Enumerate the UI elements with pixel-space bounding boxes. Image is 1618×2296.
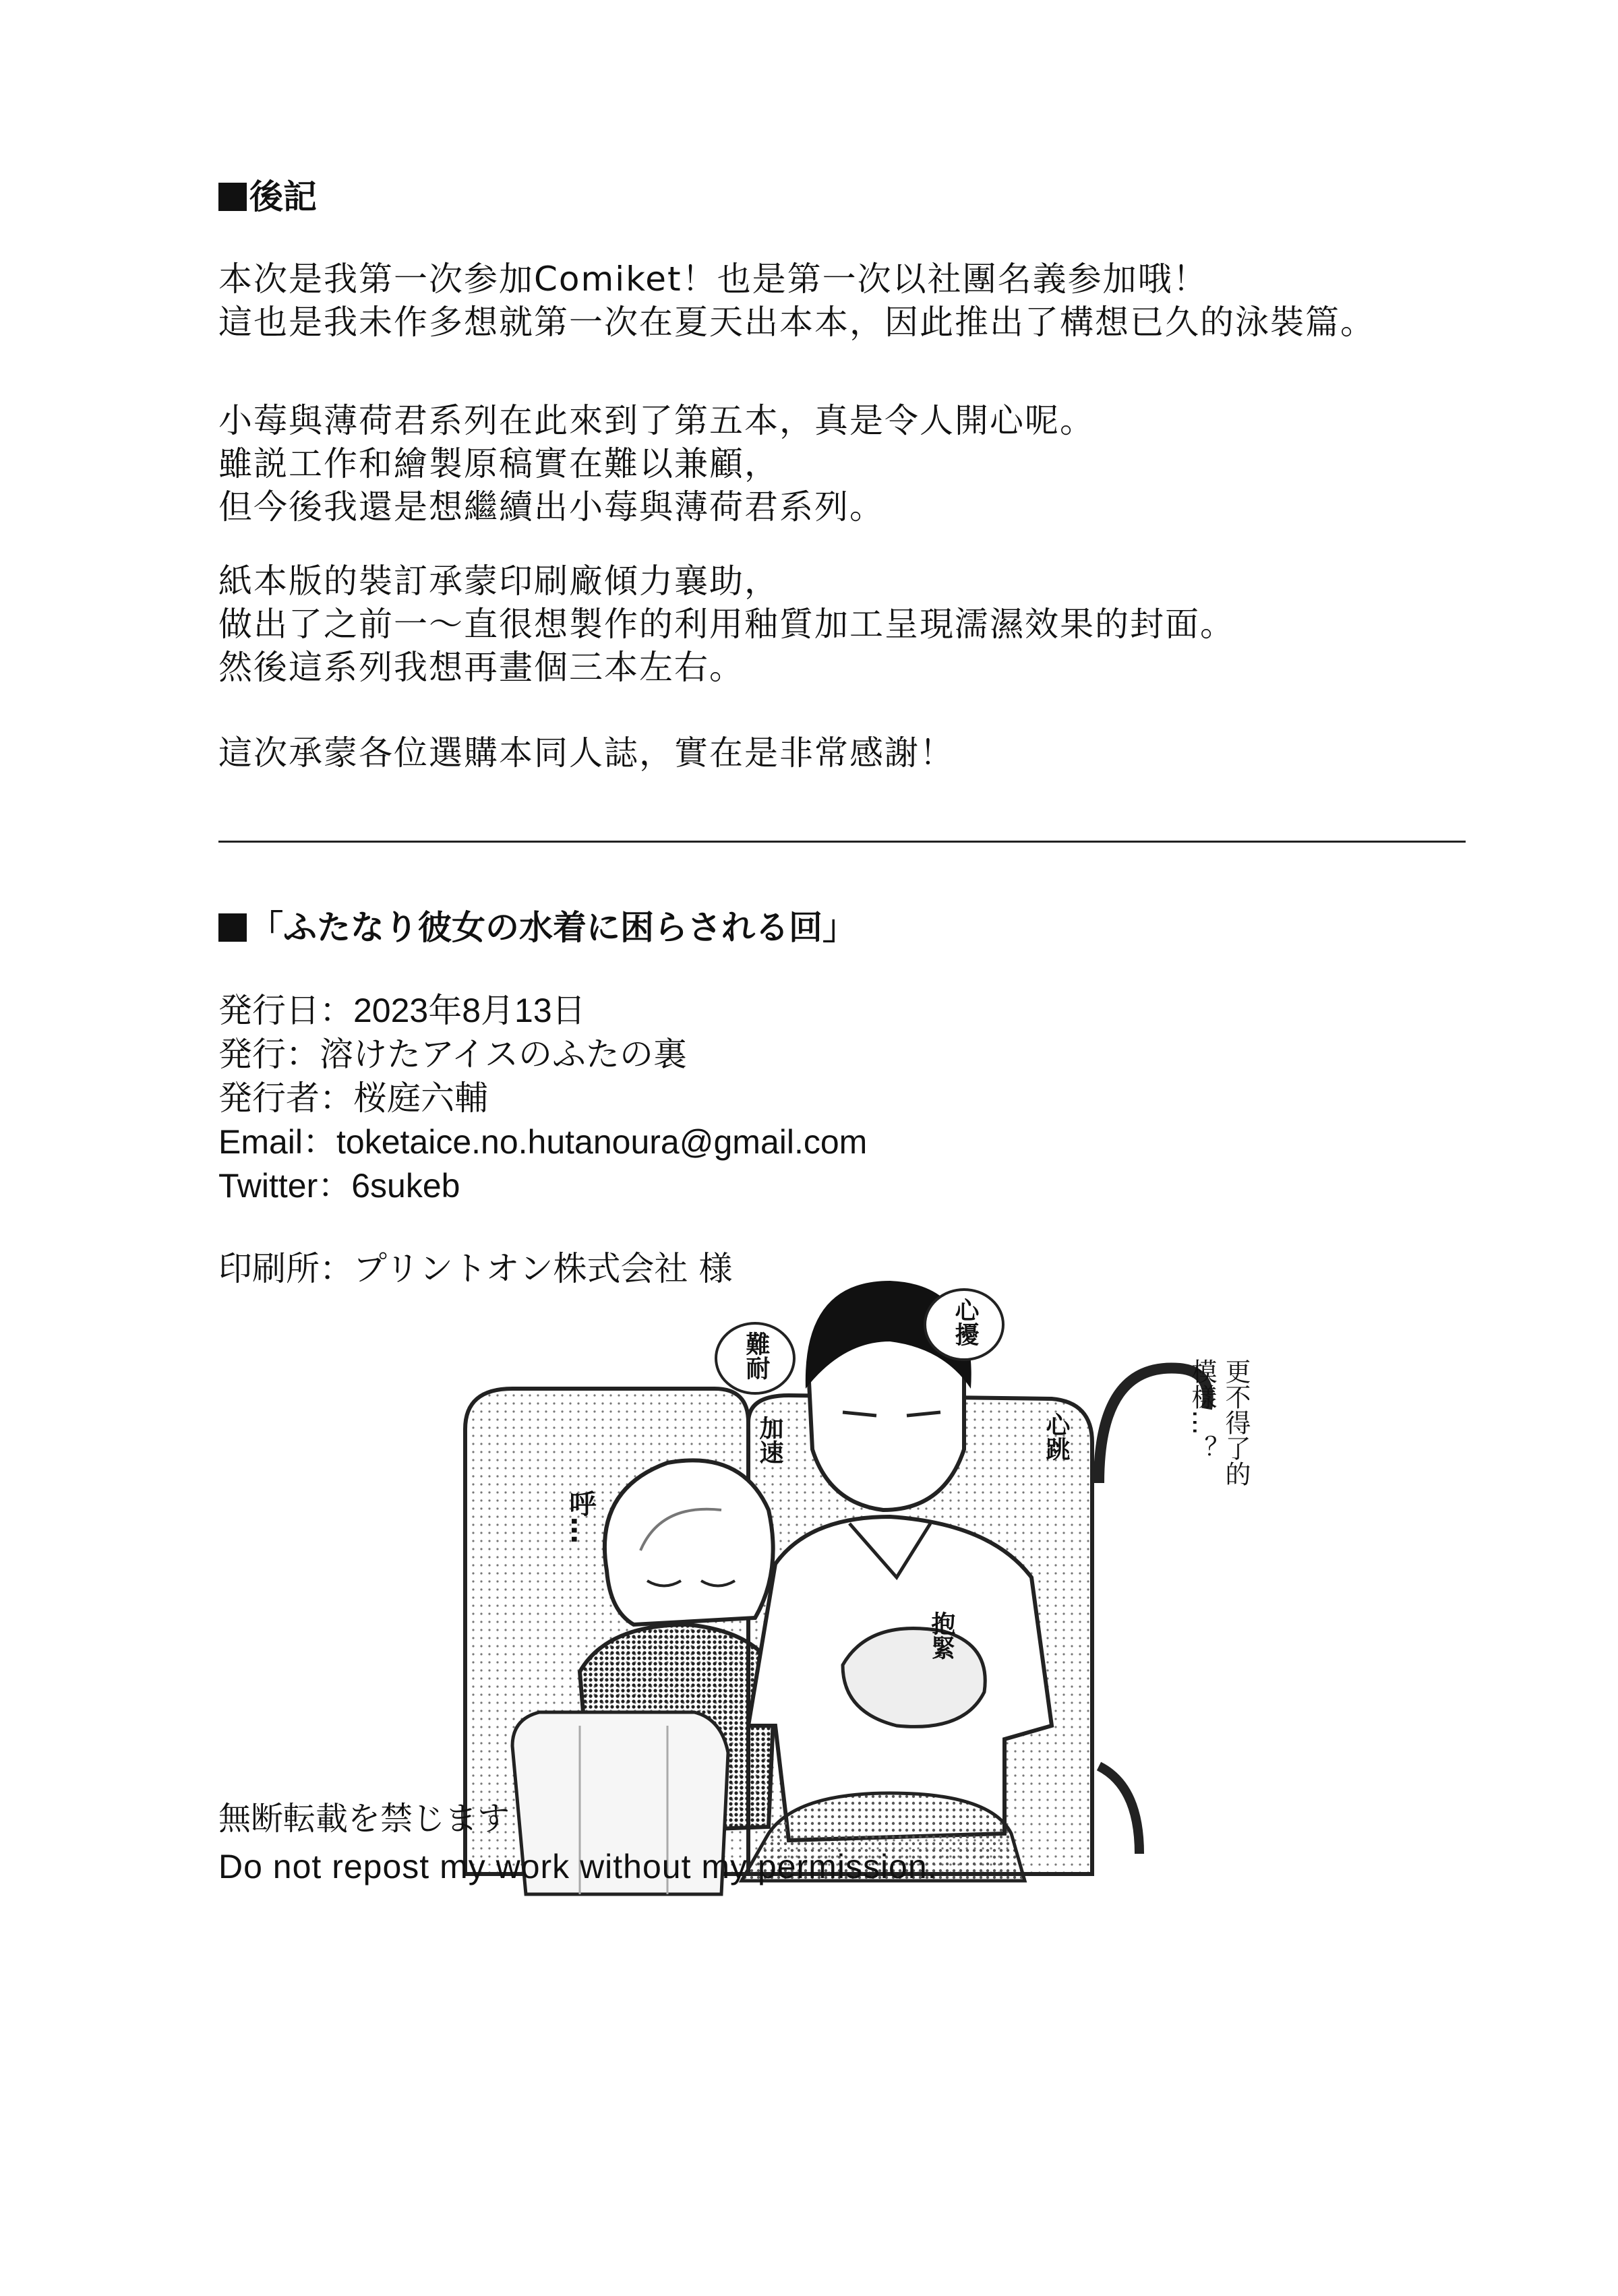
text-line: 雖説工作和繪製原稿實在難以兼顧， xyxy=(218,444,779,483)
sfx-fu: 呼… xyxy=(565,1490,596,1544)
side-text-col1: 更不得了的 xyxy=(1221,1358,1251,1486)
afterword-heading-text: 後記 xyxy=(249,177,317,216)
twitter: Twitter：6sukeb xyxy=(218,1167,460,1205)
sfx-nanjan: 難耐 xyxy=(742,1331,770,1380)
text-line: 但今後我還是想繼續出小莓與薄荷君系列。 xyxy=(218,487,885,526)
colophon-title-text: 「ふたなり彼女の水着に困らされる回」 xyxy=(249,908,856,947)
sfx-shinzou: 心跳 xyxy=(1042,1412,1070,1461)
text-line: 本次是我第一次参加Comiket！也是第一次以社團名義参加哦！ xyxy=(218,260,1208,299)
text-line: 這也是我未作多想就第一次在夏天出本本，因此推出了構想已久的泳裝篇。 xyxy=(218,303,1375,342)
text-line: 做出了之前一～直很想製作的利用釉質加工呈現濡濕效果的封面。 xyxy=(218,605,1235,644)
author: 発行者：桜庭六輔 xyxy=(218,1079,488,1117)
printer-line: 印刷所：プリントオン株式会社 様 xyxy=(218,1249,733,1288)
no-repost-notice-jp: 無断転載を禁じます xyxy=(218,1800,510,1838)
no-repost-notice-en: Do not repost my work without my permission. xyxy=(218,1848,938,1885)
text-line: 這次承蒙各位選購本同人誌，實在是非常感謝！ xyxy=(218,733,955,773)
text-line: 然後這系列我想再畫個三本左右。 xyxy=(218,648,744,687)
sfx-hug: 抱緊 xyxy=(928,1611,955,1660)
sfx-kasoku: 加速 xyxy=(756,1416,783,1464)
text-line: 小莓與薄荷君系列在此來到了第五本，真是令人開心呢。 xyxy=(218,401,1095,440)
issue-date: 発行日：2023年8月13日 xyxy=(218,992,586,1029)
text-line: 紙本版的裝訂承蒙印刷廠傾力襄助， xyxy=(218,562,779,601)
email: Email：toketaice.no.hutanoura@gmail.com xyxy=(218,1123,868,1161)
sfx-shinpai: 心擾 xyxy=(951,1298,979,1346)
side-text-col2: 模樣…？ xyxy=(1187,1358,1217,1461)
publisher: 発行：溶けたアイスのふたの裏 xyxy=(218,1035,687,1073)
